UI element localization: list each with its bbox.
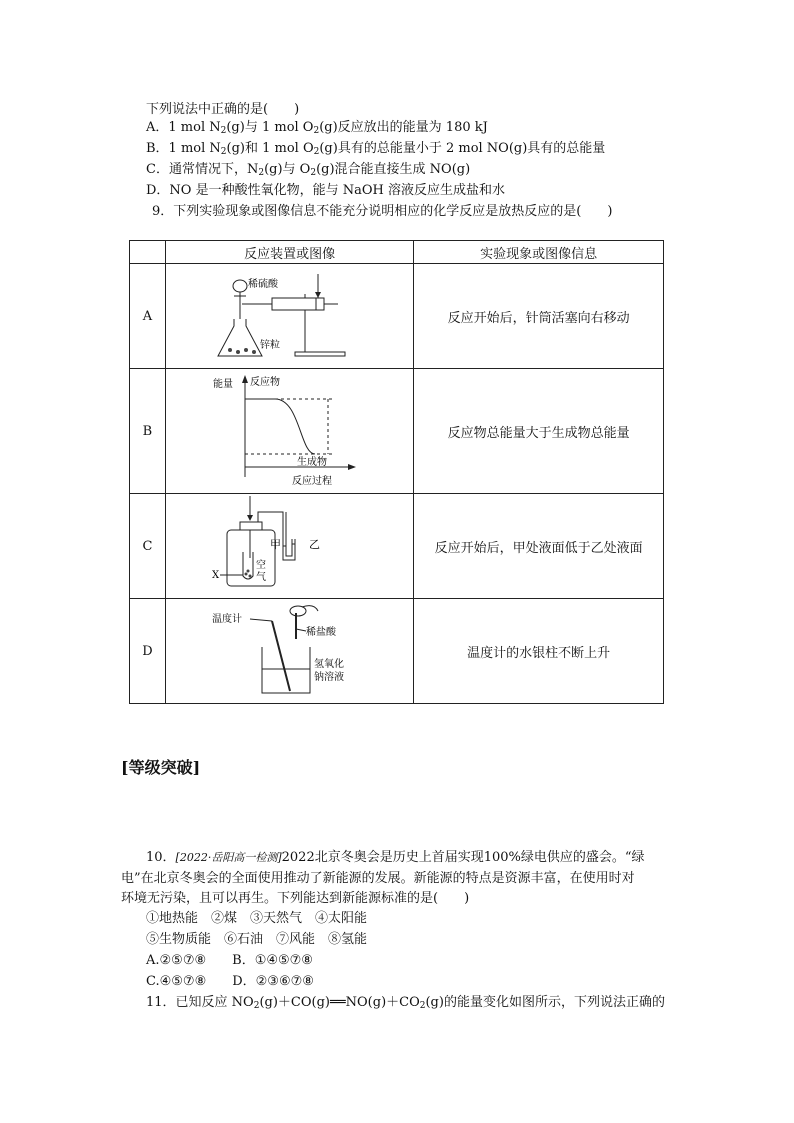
label-qi: 气 [255,572,266,583]
table-row-d [130,599,664,704]
label-dilute-sulfuric-acid: 稀硫酸 [247,279,278,290]
label-yi: 乙 [308,538,320,551]
q10-line-1: 10．[2022·岳阳高一检测]2022北京冬奥会是历史上首届实现100%绿电供应的盛会。“绿 [146,850,645,865]
section-heading: [等级突破] [121,758,201,777]
row-info: 反应物总能量大于生成物总能量 [414,369,664,494]
table-row-b [130,369,664,494]
table-header-info: 实验现象或图像信息 [414,241,664,264]
label-reactant: 反应物 [249,377,280,388]
table-header-apparatus: 反应装置或图像 [165,241,413,264]
label-thermometer: 温度计 [211,614,242,625]
label-x: X [211,570,219,581]
q8-option-a: A．1 mol $N_2(g)$与 1 mol $O_2(g)$反应放出的能量为 180 kJ [146,120,488,136]
q11-stem: 11．已知反应 $NO_2(g)+CO(g)══NO(g)+CO_2(g)$的能量变化如图所示，下列说法正确的 [146,995,665,1011]
label-reaction-process: 反应过程 [291,476,332,487]
row-info: 反应开始后，针筒活塞向右移动 [414,264,664,369]
q10-items-1: ①地热能 ②煤 ③天然气 ④太阳能 [146,911,368,926]
label-zinc-granules: 锌粒 [259,340,280,351]
q10-line-2: 电”在北京冬奥会的全面使用推动了新能源的发展。新能源的特点是资源丰富，在使用时对 [121,871,635,886]
q9-table [129,240,664,704]
apparatus-figure-c [165,494,413,599]
apparatus-figure-d [165,599,413,704]
row-label: C [130,494,166,599]
row-label: B [130,369,166,494]
table-row-c [130,494,664,599]
row-info: 温度计的水银柱不断上升 [414,599,664,704]
q10-items-2: ⑤生物质能 ⑥石油 ⑦风能 ⑧氢能 [146,932,368,947]
apparatus-figure-a [165,264,413,369]
q10-line-3: 环境无污染，且可以再生。下列能达到新能源标准的是( ) [121,891,470,906]
q10-source: [2022·岳阳高一检测] [175,851,282,864]
label-jia: 甲 [269,538,281,551]
energy-diagram-b [165,369,413,494]
label-kong: 空 [255,560,266,571]
q10-options-ab: A.②⑤⑦⑧ B．①④⑤⑦⑧ [146,953,313,968]
label-energy: 能量 [212,379,233,390]
q9-stem: 9．下列实验现象或图像信息不能充分说明相应的化学反应是放热反应的是( ) [152,204,613,219]
q8-option-b: B．1 mol $N_2(g)$和 1 mol $O_2(g)$具有的总能量小于 2 mol NO(g)具有的总能量 [146,141,606,157]
table-header-empty [130,241,166,264]
label-naoh-1: 氢氧化 [313,659,344,670]
table-row-a [130,264,664,369]
label-dilute-hcl: 稀盐酸 [305,627,336,638]
q8-option-c: C．通常情况下，$N_2(g)$与 $O_2(g)$混合能直接生成 NO(g) [146,162,471,178]
row-label: A [130,264,166,369]
label-naoh-2: 钠溶液 [313,672,344,683]
label-product: 生成物 [296,457,327,468]
q10-options-cd: C.④⑤⑦⑧ D．②③⑥⑦⑧ [146,974,314,989]
row-info: 反应开始后，甲处液面低于乙处液面 [414,494,664,599]
q8-option-d: D．NO 是一种酸性氧化物，能与 NaOH 溶液反应生成盐和水 [146,183,505,198]
q8-stem: 下列说法中正确的是( ) [146,102,300,117]
row-label: D [130,599,166,704]
